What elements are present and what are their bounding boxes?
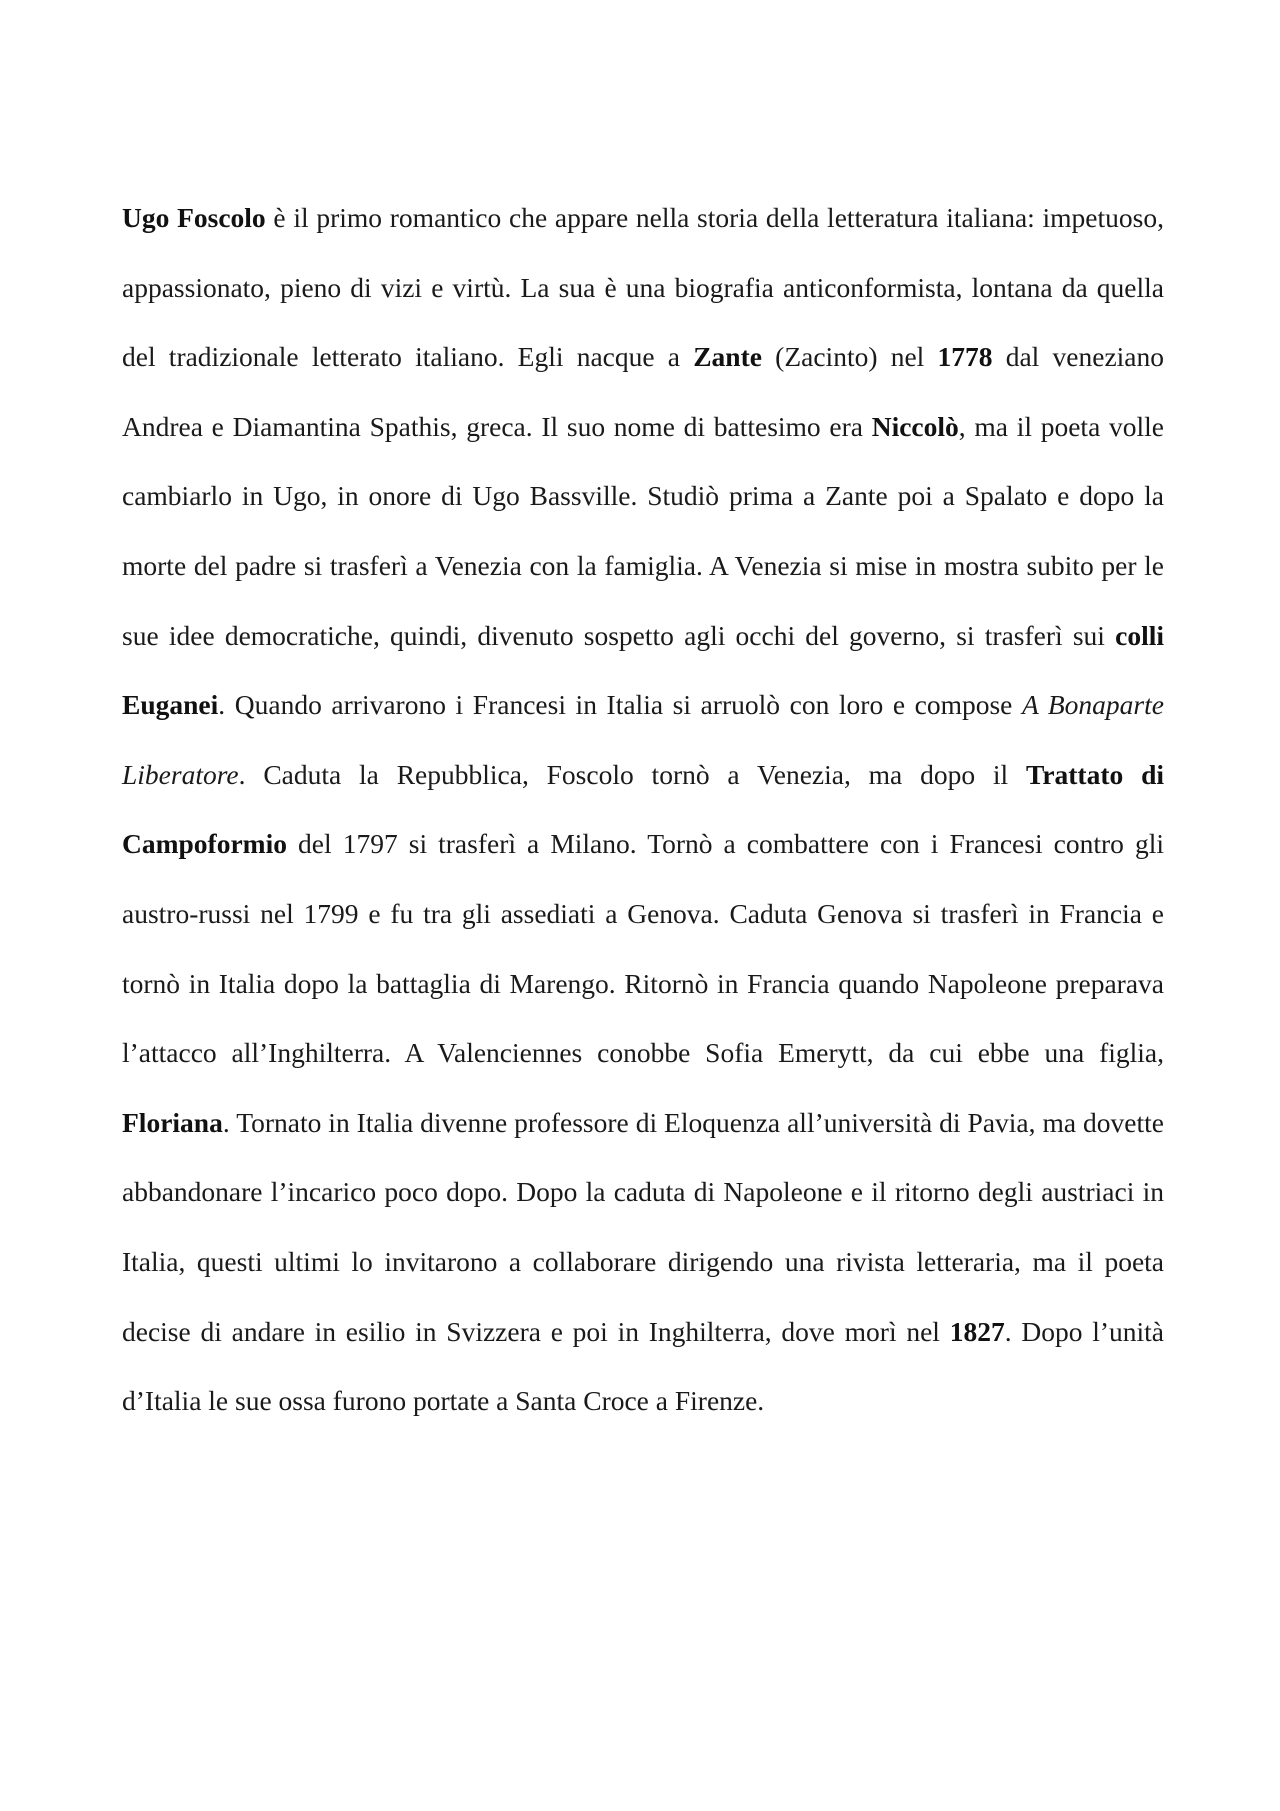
bold-name-ugo-foscolo: Ugo Foscolo — [122, 202, 266, 233]
bold-year-1827: 1827 — [949, 1315, 1005, 1347]
text-run: . Tornato in Italia divenne professore di Eloquenza all’università di Pavia, ma dovette abbandonare l’incarico poco dopo. Dopo la caduta di Napoleone e il ritorno degli austriaci in Italia, questi ultimi lo invitarono a collaborare dirigendo una rivista letteraria, ma il poeta decise di andare in esilio in Svizzera e poi in Inghilterra, dove morì nel — [122, 1106, 1164, 1347]
text-run: è il primo romantico che appare nella storia della letteratura italiana: impetuoso, appassionato, pieno di vizi e virtù. La sua è una biografia anticonformista, lontana da quella del tradizionale letterato italiano. Egli nacque a — [122, 202, 1164, 373]
text-run: . Caduta la Repubblica, Foscolo tornò a Venezia, ma dopo il — [238, 758, 1027, 790]
bold-year-1778: 1778 — [937, 341, 993, 373]
text-run: (Zacinto) nel — [761, 341, 938, 373]
text-run: dal veneziano Andrea e Diamantina Spathis, greca. Il suo nome di battesimo era — [122, 341, 1164, 442]
text-run: . Dopo l’unità d’Italia le sue ossa furono portate a Santa Croce a Firenze. — [122, 1315, 1164, 1417]
bold-place-zante: Zante — [693, 341, 762, 373]
bold-treaty-campoformio: Trattato di Campoformio — [122, 758, 1165, 860]
text-run: . Quando arrivarono i Francesi in Italia si arruolò con loro e compose — [218, 689, 1022, 721]
bold-place-colli-euganei: colli Euganei — [122, 619, 1164, 721]
bold-name-niccolo: Niccolò — [871, 410, 959, 442]
body-paragraph — [122, 183, 1164, 1436]
text-run: , ma il poeta volle cambiarlo in Ugo, in onore di Ugo Bassville. Studiò prima a Zante poi a Spalato e dopo la morte del padre si trasferì a Venezia con la famiglia. A Venezia si mise in mostra subito per le sue idee democratiche, quindi, divenuto sospetto agli occhi del governo, si trasferì sui — [122, 410, 1164, 651]
italic-work-title: A Bonaparte Liberatore — [122, 689, 1164, 790]
text-run: del 1797 si trasferì a Milano. Tornò a combattere con i Francesi contro gli austro-russi nel 1799 e fu tra gli assediati a Genova. Caduta Genova si trasferì in Francia e tornò in Italia dopo la battaglia di Marengo. Ritornò in Francia quando Napoleone preparava l’attacco all’Inghilterra. A Valenciennes conobbe Sofia Emerytt, da cui ebbe una figlia, — [122, 828, 1164, 1069]
bold-name-floriana: Floriana — [122, 1106, 223, 1138]
